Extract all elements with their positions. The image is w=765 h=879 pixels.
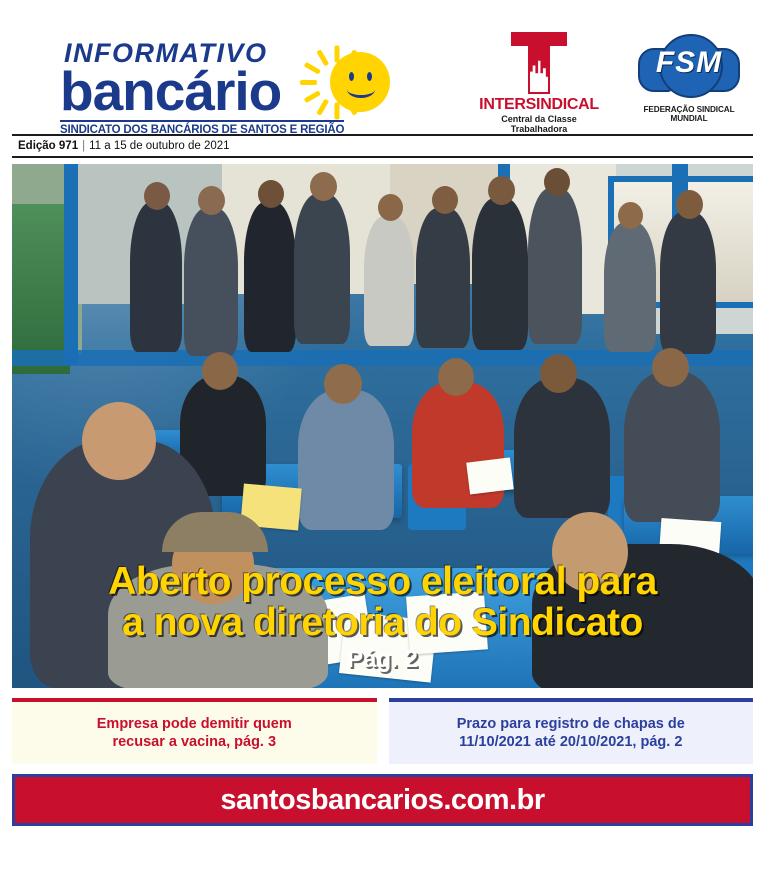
cover-headline-block <box>12 561 753 674</box>
logo-word-bancario: bancário <box>60 60 282 122</box>
smiling-sun-icon <box>312 34 408 130</box>
publication-logo <box>12 10 480 138</box>
cover-photo-image <box>12 164 753 688</box>
fsm-acronym: FSM <box>655 46 723 79</box>
call-box-registration-line-2: 11/10/2021 até 20/10/2021, pág. 2 <box>459 734 683 750</box>
logo-word-informativo: INFORMATIVO <box>64 38 268 68</box>
edition-number: Edição 971 <box>18 140 79 152</box>
call-box-registration-line-1: Prazo para registro de chapas de <box>456 715 685 732</box>
intersindical-logo <box>475 32 603 134</box>
intersindical-name: INTERSINDICAL <box>479 96 599 113</box>
call-box-vaccine[interactable] <box>12 698 377 764</box>
website-url: santosbancarios.com.br <box>220 783 545 816</box>
call-box-vaccine-line-1: Empresa pode demitir quem <box>96 715 292 732</box>
partner-logos <box>475 32 749 134</box>
logo-subtitle: SINDICATO DOS BANCÁRIOS DE SANTOS E REGIÃO <box>60 120 344 136</box>
website-bar[interactable] <box>12 774 753 826</box>
fsm-logo <box>629 32 749 123</box>
edition-date-range: 11 a 15 de outubro de 2021 <box>89 140 230 152</box>
call-box-registration-deadline[interactable] <box>389 698 754 764</box>
masthead <box>12 10 753 137</box>
edition-separator: | <box>82 140 86 152</box>
headline-line-2: a nova diretoria do Sindicato <box>122 601 643 645</box>
intersindical-tower-icon <box>511 32 567 94</box>
fsm-globe-hands-icon <box>636 32 742 104</box>
call-boxes <box>12 698 753 764</box>
fsm-caption: FEDERAÇÃO SINDICAL MUNDIAL <box>643 105 735 123</box>
headline-line-1: Aberto processo eleitoral para <box>108 559 657 603</box>
intersindical-tagline: Central da Classe Trabalhadora <box>501 114 577 134</box>
cover-photo <box>12 164 753 688</box>
call-box-vaccine-line-2: recusar a vacina, pág. 3 <box>112 734 277 750</box>
headline-page-reference: Pág. 2 <box>347 646 418 673</box>
